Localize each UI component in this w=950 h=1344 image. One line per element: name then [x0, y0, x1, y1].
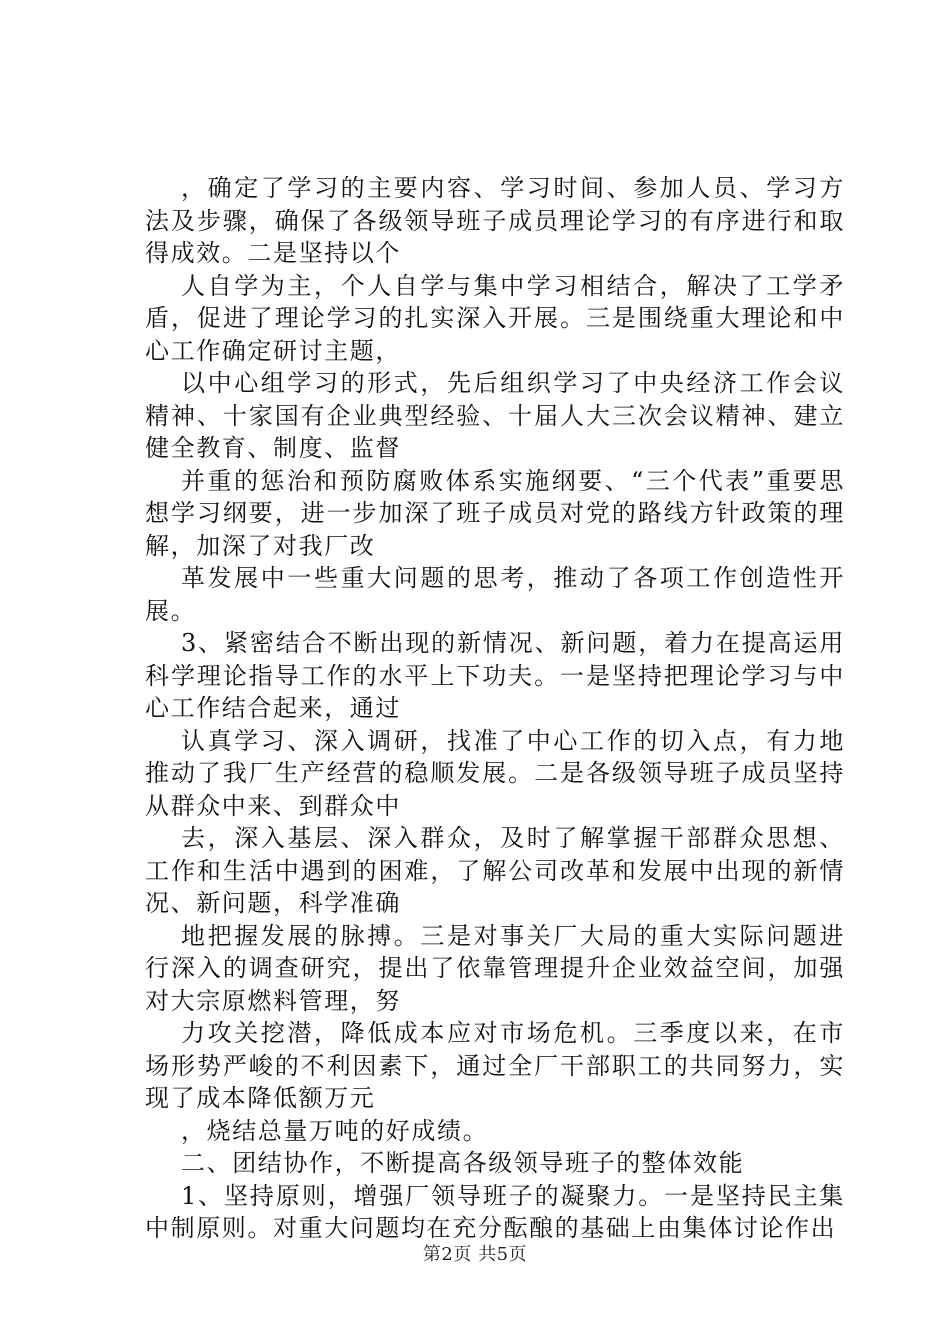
paragraph: 去，深入基层、深入群众，及时了解掌握干部群众思想、工作和生活中遇到的困难，了解公司改革和发展中出现的新情况、新问题，科学准确 [145, 824, 845, 917]
paragraph: 认真学习、深入调研，找准了中心工作的切入点，有力地推动了我厂生产经营的稳顺发展。二是各级领导班子成员坚持从群众中来、到群众中 [145, 726, 845, 820]
paragraph: 3、紧密结合不断出现的新情况、新问题，着力在提高运用科学理论指导工作的水平上下功夫。一是坚持把理论学习与中心工作结合起来，通过 [145, 629, 845, 722]
paragraph: 以中心组学习的形式，先后组织学习了中央经济工作会议精神、十家国有企业典型经验、十届人大三次会议精神、建立健全教育、制度、监督 [145, 369, 845, 462]
document-body [145, 172, 845, 1245]
paragraph: 人自学为主，个人自学与集中学习相结合，解决了工学矛盾，促进了理论学习的扎实深入开展。三是围绕重大理论和中心工作确定研讨主题， [145, 271, 845, 365]
page-footer [0, 1240, 950, 1266]
paragraph: ，确定了学习的主要内容、学习时间、参加人员、学习方法及步骤，确保了各级领导班子成员理论学习的有序进行和取得成效。二是坚持以个 [145, 174, 845, 267]
paragraph: ，烧结总量万吨的好成绩。 [181, 1116, 489, 1145]
page-number-label: 第2页 共5页 [422, 1244, 528, 1265]
paragraph: 并重的惩治和预防腐败体系实施纲要、“三个代表”重要思想学习纲要，进一步加深了班子成员对党的路线方针政策的理解，加深了对我厂改 [145, 466, 845, 560]
paragraph: 力攻关挖潜，降低成本应对市场危机。三季度以来，在市场形势严峻的不利因素下，通过全厂干部职工的共同努力，实现了成本降低额万元 [145, 1019, 845, 1112]
paragraph: 地把握发展的脉搏。三是对事关厂大局的重大实际问题进行深入的调查研究，提出了依靠管理提升企业效益空间，加强对大宗原燃料管理，努 [145, 921, 845, 1015]
section-heading: 二、团结协作，不断提高各级领导班子的整体效能 [181, 1149, 745, 1177]
paragraph: 革发展中一些重大问题的思考，推动了各项工作创造性开展。 [145, 564, 845, 625]
paragraph: 1、坚持原则，增强厂领导班子的凝聚力。一是坚持民主集中制原则。对重大问题均在充分酝酿的基础上由集体讨论作出 [145, 1181, 845, 1242]
